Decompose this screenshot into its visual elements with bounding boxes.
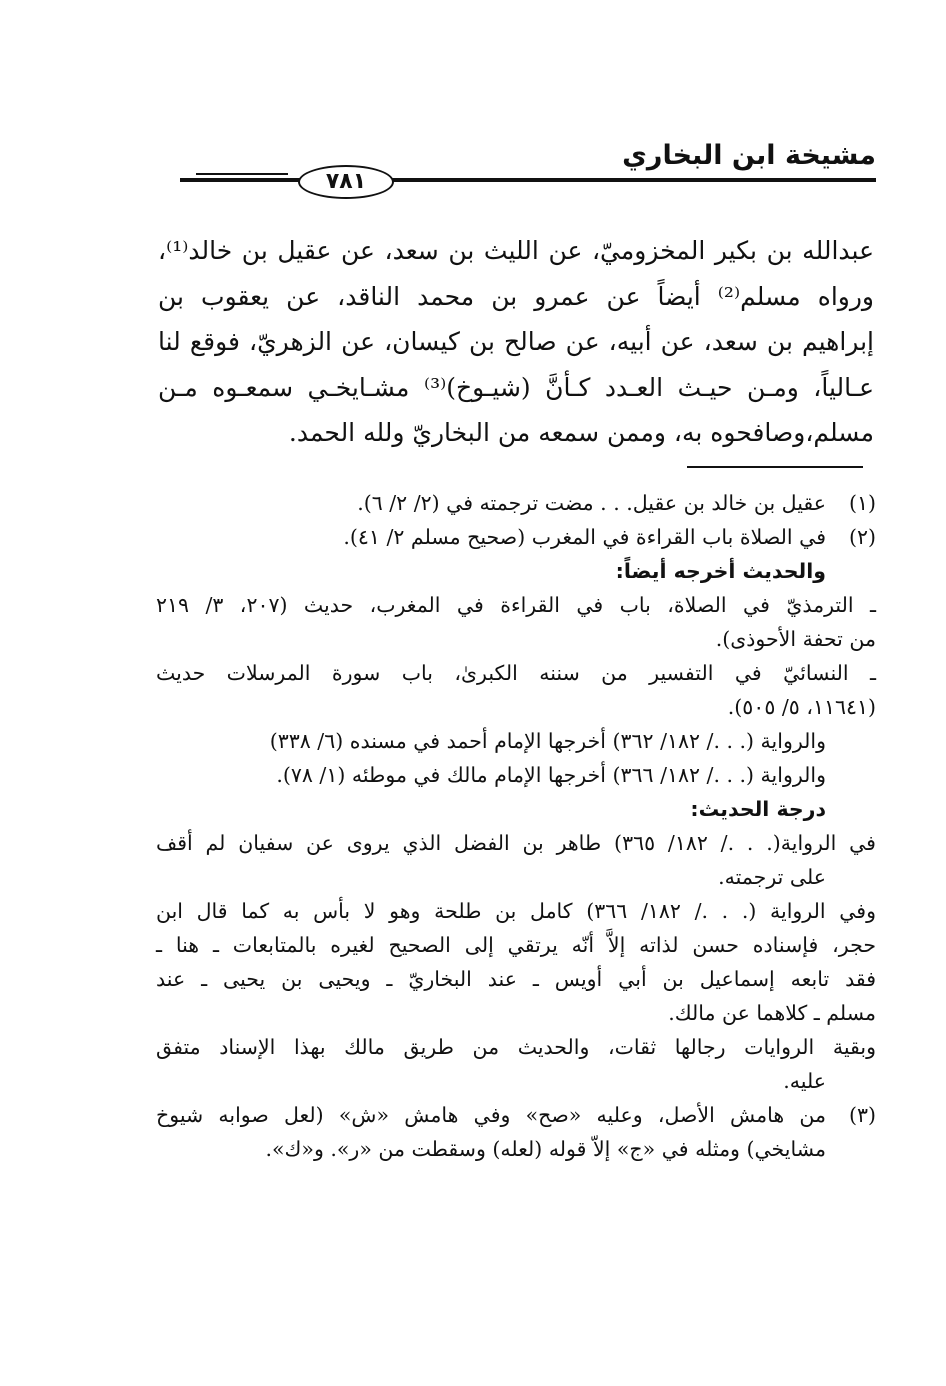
main-text <box>158 228 874 456</box>
footnote-2 <box>156 520 876 1098</box>
footnote-text: مشايخي) ومثله في «ج» إلاّ قوله (لعله) وسقطت من «ر». و«ك». <box>265 1137 826 1161</box>
header-double-rule-bottom <box>196 180 288 182</box>
footnote-heading: درجة الحديث: <box>690 797 826 821</box>
running-title: مشيخة ابن البخاري <box>622 140 876 171</box>
footnote-text: من تحفة الأحوذى). <box>715 627 876 651</box>
main-text-line: ورواه مسلم⁽²⁾ أيضاً عن عمرو بن محمد الناقد، عن يعقوب بن <box>158 281 874 311</box>
footnote-text: ـ الترمذيّ في الصلاة، باب في القراءة في المغرب، حديث (٢٠٧، ٣/ ٢١٩ <box>156 593 876 617</box>
footnote-text: والرواية (. . ./ ١٨٢/ ٣٦٦) أخرجها الإمام مالك في موطئه (١/ ٧٨). <box>276 763 826 787</box>
footnote-text: حجر، فإسناده حسن لذاته إلاَّ أنّه يرتقي إلى الصحيح لغيره بالمتابعات ـ هنا ـ <box>156 933 876 957</box>
footnote-text: (١١٦٤١، ٥/ ٥٠٥). <box>727 695 876 719</box>
main-text-line: عبدالله بن بكير المخزوميّ، عن الليث بن سعد، عن عقيل بن خالد⁽¹⁾، <box>158 236 874 265</box>
footnote-3 <box>156 1098 876 1166</box>
footnote-text: عليه. <box>783 1069 826 1093</box>
footnote-text: في الصلاة باب القراءة في المغرب (صحيح مسلم ٢/ ٤١). <box>343 525 826 549</box>
footnote-text: وفي الرواية (. . ./ ١٨٢/ ٣٦٦) كامل بن طلحة وهو لا بأس به كما قال ابن <box>156 899 876 923</box>
footnote-text: مسلم ـ كلاهما عن مالك. <box>668 1001 876 1025</box>
main-text-line: مسلم،وصافحوه به، وممن سمعه من البخاريّ ولله الحمد. <box>288 418 874 447</box>
footnote-text: وبقية الروايات رجالها ثقات، والحديث من طريق مالك بهذا الإسناد متفق <box>156 1035 876 1059</box>
footnote-text: على ترجمته. <box>718 865 826 889</box>
footnote-text: عقيل بن خالد بن عقيل. . . مضت ترجمته في (٢/ ٢/ ٦). <box>357 491 826 515</box>
page-number: ٧٨١ <box>298 165 394 199</box>
main-text-line: عـالياً، ومـن حيـث العـدد كـأنَّ (شيـوخ)⁽³⁾ مشـايخـي سمعـوه مـن <box>158 372 874 402</box>
footnote-text: فقد تابعه إسماعيل بن أبي أويس ـ عند البخاريّ ـ ويحيى بن يحيى ـ عند <box>156 967 876 991</box>
footnote-number: (١) <box>848 491 876 515</box>
footnote-number: (٣) <box>848 1103 876 1127</box>
footnote-1 <box>156 486 876 520</box>
footnote-number: (٢) <box>848 525 876 549</box>
header-double-rule-top <box>196 173 288 175</box>
main-text-line: إبراهيم بن سعد، عن أبيه، عن صالح بن كيسان، عن الزهريّ، فوقع لنا <box>158 327 874 356</box>
footnote-heading: والحديث أخرجه أيضاً: <box>615 559 826 583</box>
footnote-text: من هامش الأصل، وعليه «صح» وفي هامش «ش» (لعل صوابه شيوخ <box>156 1103 826 1127</box>
footnote-text: والرواية (. . ./ ١٨٢/ ٣٦٢) أخرجها الإمام أحمد في مسنده (٦/ ٣٣٨) <box>269 729 826 753</box>
footnote-text: في الرواية(. . ./ ١٨٢/ ٣٦٥) طاهر بن الفضل الذي يروى عن سفيان لم أقف <box>156 831 876 855</box>
footnotes <box>156 486 876 1166</box>
footnote-separator <box>687 466 863 468</box>
footnote-text: ـ النسائيّ في التفسير من سننه الكبرىٰ، باب سورة المرسلات حديث <box>156 661 876 685</box>
